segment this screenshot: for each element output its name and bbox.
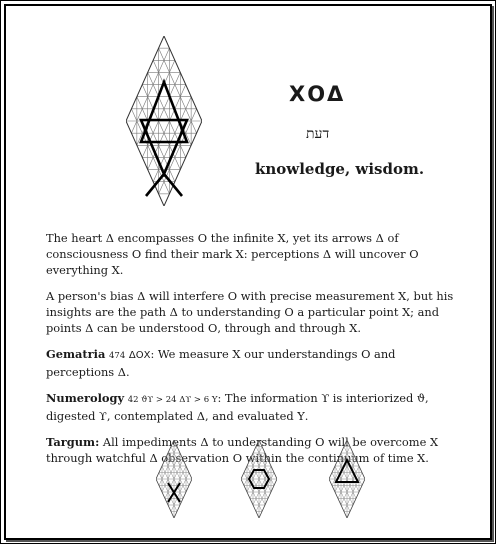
gematria-label: Gematria [46,347,106,361]
gematria-text: : We measure Χ our understandings Ο and perceptions Δ. [46,347,396,379]
targum-label: Targum: [46,435,100,449]
hebrew-word: דעת [306,126,330,142]
gematria-number: 474 [109,351,126,361]
gematria-glyphs: ΔΟΧ [128,350,151,361]
gematria-line [46,346,466,380]
definition: knowledge, wisdom. [255,160,425,178]
diamond-grid-x-icon [156,440,192,518]
numerology-label: Numerology [46,391,125,405]
diamond-grid-star-of-david-icon [126,36,202,206]
targum-text: All impediments Δ to understanding Ο will be overcome Χ through watchful Δ observation Ο within the continuum of time Χ. [46,435,439,465]
title-glyphs: ΧΟΔ [289,82,346,106]
paragraph-bias: A person's bias Δ will interfere Ο with precise measurement Χ, but his insights are the path Δ to understanding Ο a particular point Χ; and points Δ can be understood Ο, through and through Χ. [46,289,454,335]
paragraph-heart: The heart Δ encompasses Ο the infinite Χ, yet its arrows Δ of consciousness Ο find their mark Χ: perceptions Δ will uncover Ο everything Χ. [46,231,419,277]
diamond-grid-hexagon-icon [241,440,277,518]
numerology-line [46,390,466,424]
diamond-grid-triangle-icon [329,440,365,518]
numerology-text: : The information ϒ is interiorized ϑ, digested ϒ, contemplated Δ, and evaluated Υ. [46,391,429,423]
numerology-sequence: 42 ϑϒ > 24 Δϒ > 6 Υ [127,395,218,405]
page-frame [4,4,492,540]
